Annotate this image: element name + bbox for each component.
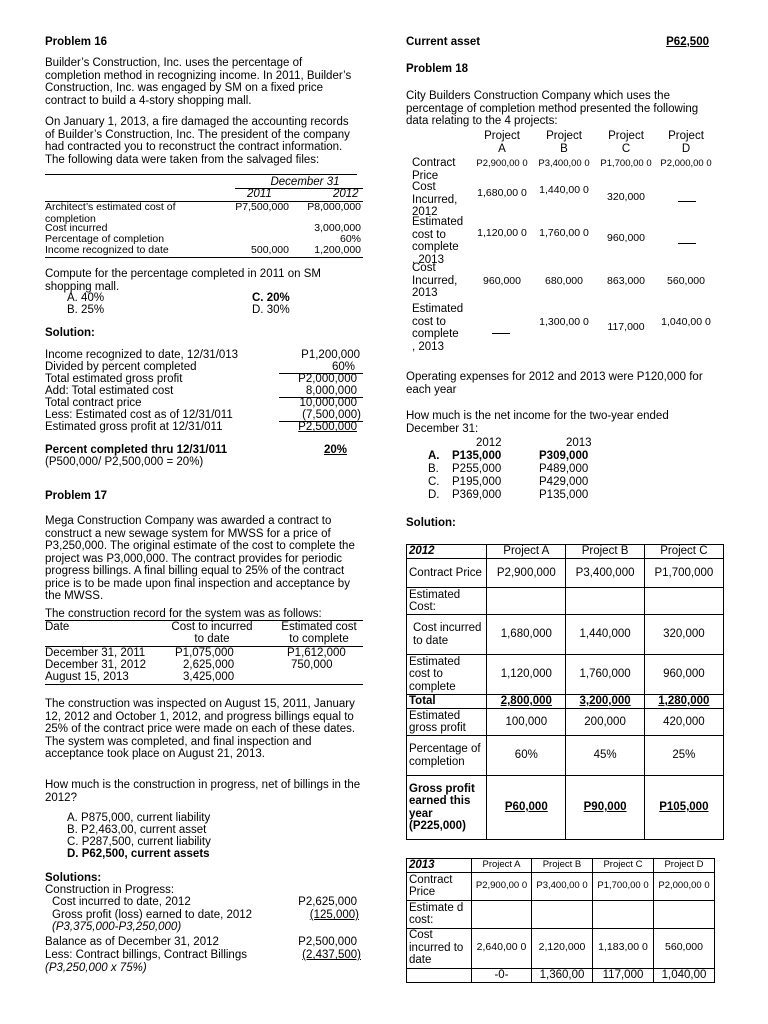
p18-row-label: Estimated cost to complete , 2013 <box>412 303 464 353</box>
p16-row-value: 60% <box>339 233 361 245</box>
p18-choice-letter: D. <box>428 489 440 501</box>
p16-row-label: Percentage of completion <box>45 233 165 245</box>
p18-project-a: Project A <box>484 130 520 155</box>
p18-row-label: Cost Incurred, 2013 <box>412 262 458 299</box>
p18-choice-2013: P309,000 <box>539 450 589 462</box>
table-row-label: Gross profit earned this year (P225,000) <box>407 776 487 840</box>
p16-row-value: 500,000 <box>251 244 289 256</box>
p17-row-date: December 31, 2011 <box>45 647 146 659</box>
problem-16-intro: Builder’s Construction, Inc. uses the percentage of completion method in recognizing income. In 2011, Builder’s Construction, Inc. was engaged by SM on a fixed price contract to build a 4-story shopping mall. <box>45 57 352 107</box>
table-cell <box>532 900 593 928</box>
p17-sol-label: Less: Contract billings, Contract Billings <box>45 949 247 961</box>
table-cell: 117,000 <box>593 968 654 982</box>
p18-empty-dash <box>492 325 510 343</box>
table-row-label: Cost incurred to date <box>407 928 472 968</box>
table-cell <box>644 588 723 615</box>
table-row-label: Total <box>407 695 487 709</box>
p18-project-b: Project B <box>546 130 582 155</box>
p16-sol-value: P2,500,000 <box>298 421 357 433</box>
p18-cell: 1,040,00 0 <box>661 316 711 328</box>
p16-row-label: Cost incurred <box>45 222 108 234</box>
p16-sol-value: 8,000,000 <box>305 385 357 397</box>
p18-cell: 320,000 <box>607 191 645 203</box>
p17-row-cost: 2,625,000 <box>183 659 235 671</box>
table-cell <box>487 588 566 615</box>
table-cell <box>593 900 654 928</box>
table-cell: 1,040,00 <box>654 968 715 982</box>
table-cell: P105,000 <box>644 776 723 840</box>
solution-table-2013 <box>406 858 715 983</box>
p18-year-2012: 2012 <box>476 437 502 449</box>
p16-year-2011: 2011 <box>247 188 272 200</box>
table-cell: P60,000 <box>487 776 566 840</box>
p17-choice-d: D. P62,500, current assets <box>67 848 210 860</box>
p16-percent-note: (P500,000/ P2,500,000 = 20%) <box>45 456 204 468</box>
table-cell: 320,000 <box>644 615 723 655</box>
solution-table-2012 <box>406 544 724 840</box>
table-header: Project D <box>654 859 715 873</box>
table-row-label: Percentage of completion <box>407 736 487 776</box>
table-cell: 1,440,000 <box>566 615 644 655</box>
table-cell: P2,900,000 <box>487 559 566 588</box>
table-row-label: Estimated gross profit <box>407 709 487 736</box>
p16-year-2012: 2012 <box>333 188 359 200</box>
p16-row-value: 3,000,000 <box>314 222 361 234</box>
p18-choice-letter: A. <box>428 450 440 462</box>
p16-sol-value: (7,500,000) <box>302 409 361 421</box>
table-header: Project A <box>472 859 532 873</box>
table-header: Project C <box>644 545 723 559</box>
p17-sol-note: (P3,250,000 x 75%) <box>45 962 147 974</box>
p16-percent-label: Percent completed thru 12/31/011 <box>45 444 228 456</box>
p18-cell: P3,400,00 0 <box>538 158 590 169</box>
p17-sol-value: P2,500,000 <box>298 936 357 948</box>
table-cell: -0- <box>472 968 532 982</box>
p18-choice-letter: C. <box>428 476 440 488</box>
p18-year-2013: 2013 <box>566 437 592 449</box>
p17-row-est: 750,000 <box>291 659 333 671</box>
p16-sol-label: Income recognized to date, 12/31/013 <box>45 349 239 361</box>
table-cell: 420,000 <box>644 709 723 736</box>
table-divider <box>45 257 363 258</box>
problem-18-intro: City Builders Construction Company which uses the percentage of completion method presented the following data relating to the 4 projects: <box>406 90 699 127</box>
table-cell: P2,000,00 0 <box>654 872 715 900</box>
p17-row-date: December 31, 2012 <box>45 659 147 671</box>
p18-row-label: Estimated cost to complete , 2013 <box>412 216 464 266</box>
problem-16-heading: Problem 16 <box>45 36 107 48</box>
table-cell: 45% <box>566 736 644 776</box>
p16-sol-value: 10,000,000 <box>299 397 357 409</box>
table-divider <box>45 684 363 685</box>
p18-opex: Operating expenses for 2012 and 2013 were P120,000 for each year <box>406 371 703 396</box>
table-cell <box>472 900 532 928</box>
table-cell: 3,200,000 <box>566 695 644 709</box>
table-cell: 200,000 <box>566 709 644 736</box>
table-corner: 2012 <box>407 545 487 559</box>
table-row-label: Contract Price <box>407 559 487 588</box>
p18-cell: 1,680,00 0 <box>477 187 527 199</box>
problem-17-heading: Problem 17 <box>45 490 107 502</box>
p17-sol-value: (125,000) <box>309 909 359 921</box>
p17-final-value: P62,500 <box>666 36 709 48</box>
table-cell: 1,760,000 <box>566 655 644 695</box>
table-cell: 2,640,00 0 <box>472 928 532 968</box>
p17-row-cost: 3,425,000 <box>183 671 235 683</box>
p17-final-label: Current asset <box>406 36 481 48</box>
p17-row-date: August 15, 2013 <box>45 671 129 683</box>
problem-18-heading: Problem 18 <box>406 63 468 75</box>
table-cell: 1,120,000 <box>487 655 566 695</box>
p17-col-est: Estimated cost <box>281 621 357 633</box>
table-cell: 25% <box>644 736 723 776</box>
p16-row-value: 1,200,000 <box>314 244 361 256</box>
p18-row-label: Contract Price <box>412 157 456 182</box>
table-cell: 1,360,00 <box>532 968 593 982</box>
p17-choice-c: C. P287,500, current liability <box>67 836 211 848</box>
p17-row-cost: P1,075,000 <box>175 647 234 659</box>
p18-choice-2012: P255,000 <box>452 463 502 475</box>
p17-col-est-sub: to complete <box>289 633 349 645</box>
p18-cell: 117,000 <box>607 321 645 333</box>
p16-choice-b: B. 25% <box>67 304 105 316</box>
p18-choice-2013: P135,000 <box>539 489 589 501</box>
table-row-label: Contract Price <box>407 872 472 900</box>
p16-percent-value: 20% <box>323 444 347 456</box>
p17-record-intro: The construction record for the system was as follows: <box>45 608 322 620</box>
table-row-label <box>407 968 472 982</box>
table-row-label: Estimate d cost: <box>407 900 472 928</box>
table-cell: 1,183,00 0 <box>593 928 654 968</box>
p18-cell: 560,000 <box>667 275 705 287</box>
p16-choice-a: A. 40% <box>67 292 105 304</box>
problem-17-intro: Mega Construction Company was awarded a contract to construct a new sewage system for MWSS for a price of P3,250,000. The original estimate of the cost to complete the project was P3,000,000. The contract provides for periodic progress billings. A final billing equal to 25% of the contract price is to be made upon final inspection and acceptance by the MWSS. <box>45 515 355 602</box>
p18-cell: P2,000,00 0 <box>660 158 712 169</box>
table-cell: P1,700,000 <box>644 559 723 588</box>
table-header: Project B <box>566 545 644 559</box>
p18-choice-2013: P429,000 <box>539 476 589 488</box>
table-cell: 60% <box>487 736 566 776</box>
problem-16-context: On January 1, 2013, a fire damaged the accounting records of Builder’s Construction, Inc. The president of the company had contracted you to reconstruct the contract information. The following data were taken from the salvaged files: <box>45 116 350 166</box>
p16-sol-value: P2,000,000 <box>298 373 357 385</box>
p18-project-c: Project C <box>608 130 644 155</box>
table-row-label: Cost incurred to date <box>407 615 487 655</box>
p17-solutions-heading: Solutions: <box>45 872 102 884</box>
p16-solution-heading: Solution: <box>45 327 95 339</box>
p18-cell: 1,760,00 0 <box>539 227 589 239</box>
p18-question: How much is the net income for the two-year ended December 31: <box>406 410 669 435</box>
p18-cell: 863,000 <box>607 275 645 287</box>
table-cell: 560,000 <box>654 928 715 968</box>
p16-row-label: Architect’s estimated cost of completion <box>45 201 176 225</box>
p18-empty-dash <box>678 235 696 253</box>
p18-project-d: Project D <box>668 130 704 155</box>
p16-sol-label: Divided by percent completed <box>45 361 197 373</box>
p16-sol-label: Less: Estimated cost as of 12/31/011 <box>45 409 233 421</box>
p18-choice-2013: P489,000 <box>539 463 589 475</box>
p17-col-cost-sub: to date <box>194 633 230 645</box>
p17-choice-b: B. P2,463,00, current asset <box>67 824 207 836</box>
table-cell: 2,120,000 <box>532 928 593 968</box>
table-cell: P90,000 <box>566 776 644 840</box>
p17-sol-note: (P3,375,000-P3,250,000) <box>52 921 182 933</box>
p17-sol-label: Cost incurred to date, 2012 <box>52 896 191 908</box>
p18-cell: 680,000 <box>545 275 583 287</box>
p16-row-value: P7,500,000 <box>235 201 289 213</box>
table-cell: P2,900,00 0 <box>472 872 532 900</box>
p18-cell: P1,700,00 0 <box>600 158 652 169</box>
table-cell: P1,700,00 0 <box>593 872 654 900</box>
p18-cell: 960,000 <box>483 275 521 287</box>
p16-sol-label: Add: Total estimated cost <box>45 385 174 397</box>
table-corner: 2013 <box>407 859 472 873</box>
p17-col-cost: Cost to incurred <box>171 621 253 633</box>
table-cell: P3,400,000 <box>566 559 644 588</box>
table-cell: 100,000 <box>487 709 566 736</box>
table-row-label: Estimated Cost: <box>407 588 487 615</box>
p18-cell: 1,440,00 0 <box>539 184 589 196</box>
p18-choice-2012: P195,000 <box>452 476 502 488</box>
table-cell: 2,800,000 <box>487 695 566 709</box>
p18-cell: 960,000 <box>607 232 645 244</box>
p17-col-date: Date <box>45 621 70 633</box>
p18-row-label: Cost Incurred, 2012 <box>412 181 458 218</box>
table-divider <box>45 174 357 175</box>
p17-choice-a: A. P875,000, current liability <box>67 812 211 824</box>
p18-choice-letter: B. <box>428 463 439 475</box>
p18-choice-2012: P369,000 <box>452 489 502 501</box>
p17-sol-value: (2,437,500) <box>302 949 361 961</box>
table-header: Project A <box>487 545 566 559</box>
p18-cell: 1,120,00 0 <box>477 227 527 239</box>
p18-empty-dash <box>678 193 696 211</box>
p16-row-value: P8,000,000 <box>307 201 361 213</box>
p16-choice-c: C. 20% <box>252 292 290 304</box>
p17-cip-title: Construction in Progress: <box>45 884 175 896</box>
p16-sol-label: Total contract price <box>45 397 142 409</box>
p16-sol-value: P1,200,000 <box>301 349 360 361</box>
p18-choice-2012: P135,000 <box>452 450 502 462</box>
table-row-label: Estimated cost to complete <box>407 655 487 695</box>
problem-17-details: The construction was inspected on August 15, 2011, January 12, 2012 and October 1, 2012, and progress billings equal to 25% of the contract price were made on each of these dates. The system was completed, and final inspection and acceptance took place on August 21, 2013. <box>45 698 356 760</box>
p18-cell: 1,300,00 0 <box>539 316 589 328</box>
table-cell: 1,280,000 <box>644 695 723 709</box>
p17-sol-label: Balance as of December 31, 2012 <box>45 936 219 948</box>
table-cell: P3,400,00 0 <box>532 872 593 900</box>
p17-sol-value: P2,625,000 <box>298 896 357 908</box>
table-header: Project B <box>532 859 593 873</box>
table-cell <box>566 588 644 615</box>
p17-row-est: P1,612,000 <box>287 647 346 659</box>
table-cell <box>654 900 715 928</box>
p17-question: How much is the construction in progress, net of billings in the 2012? <box>45 779 361 804</box>
p16-sol-value: 60% <box>331 361 355 373</box>
p16-sol-label: Estimated gross profit at 12/31/011 <box>45 421 223 433</box>
table-cell: 960,000 <box>644 655 723 695</box>
p16-table-header: December 31 <box>270 176 340 188</box>
p17-sol-label: Gross profit (loss) earned to date, 2012 <box>52 909 253 921</box>
p18-solution-heading: Solution: <box>406 517 456 529</box>
p16-question: Compute for the percentage completed in 2011 on SM shopping mall. <box>45 268 321 293</box>
p18-cell: P2,900,00 0 <box>476 158 528 169</box>
p16-sol-label: Total estimated gross profit <box>45 373 183 385</box>
p16-choice-d: D. 30% <box>252 304 290 316</box>
p16-row-label: Income recognized to date <box>45 244 169 256</box>
table-cell: 1,680,000 <box>487 615 566 655</box>
table-header: Project C <box>593 859 654 873</box>
